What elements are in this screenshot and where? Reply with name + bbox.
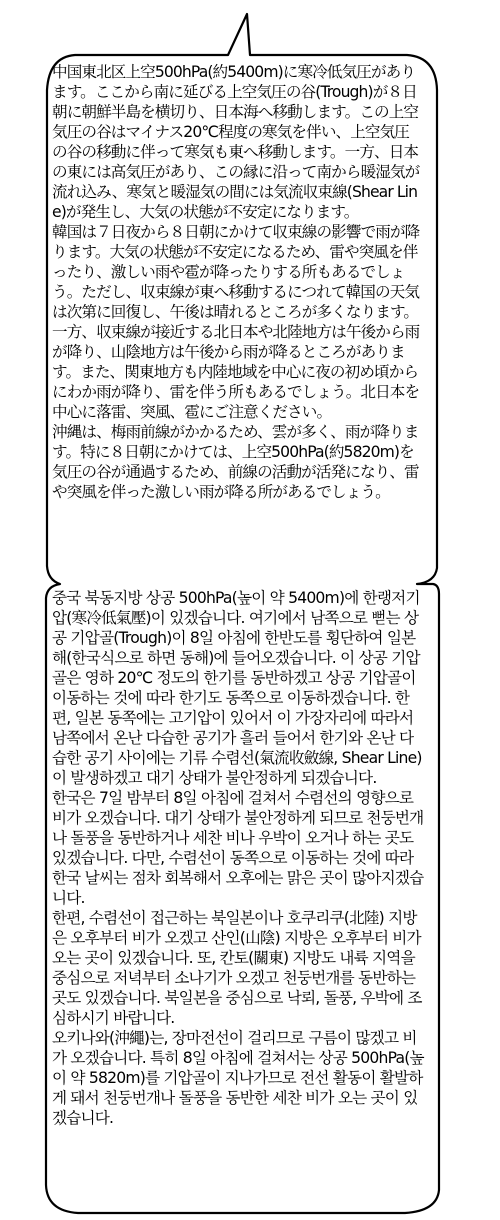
- korean-paragraph-4: 오키나와(沖繩)는, 장마전선이 걸리므로 구름이 많겠고 비가 오겠습니다. 특히 8일 아침에 걸쳐서는 상공 500hPa(높이 약 5820m)를 기압골이 지나가므로 전선 활동이 활발하게 돼서 천둥번개나 돌풍을 동반한 세찬 비가 오는 곳이 있겠습니다.: [52, 1029, 424, 1127]
- japanese-paragraph-2: 韓国は７日夜から８日朝にかけて収束線の影響で雨が降ります。大気の状態が不安定になるため、雷や突風を伴ったり、激しい雨や雹が降ったりする所もあるでしょう。ただし、収束線が東へ移動するにつれて韓国の天気は次第に回復し、午後は晴れるところが多くなります。: [52, 223, 420, 321]
- japanese-paragraph-1: 中国東北区上空500hPa(約5400m)に寒冷低気圧があります。ここから南に延びる上空気圧の谷(Trough)が８日朝に朝鮮半島を横切り、日本海へ移動します。この上空気圧の谷はマイナス20℃程度の寒気を伴い、上空気圧の谷の移動に伴って寒気も東へ移動します。一方、日本の東には高気圧があり、この縁に沿って南から暖湿気が流れ込み、寒気と暖湿気の間には気流収束線(Shear Line)が発生し、大気の状態が不安定になります。: [52, 63, 420, 221]
- korean-paragraph-1: 중국 북동지방 상공 500hPa(높이 약 5400m)에 한랭저기압(寒冷低氣壓)이 있겠습니다. 여기에서 남쪽으로 뻗는 상공 기압골(Trough)이 8일 아침에 한반도를 횡단하여 일본해(한국식으로 하면 동해)에 들어오겠습니다. 이 상공 기압골은 영하 20℃ 정도의 한기를 동반하겠고 상공 기압골이 이동하는 것에 따라 한기도 동쪽으로 이동하겠습니다. 한편, 일본 동쪽에는 고기압이 있어서 이 가장자리에 따라서 남쪽에서 온난 다습한 공기가 흘러 들어서 한기와 온난 다습한 공기 사이에는 기류 수렴선(氣流收斂線, Shear Line)이 발생하겠고 대기 상태가 불안정하게 되겠습니다.: [52, 589, 422, 787]
- japanese-paragraph-3: 一方、収束線が接近する北日本や北陸地方は午後から雨が降り、山陰地方は午後から雨が降るところがあります。また、関東地方も内陸地域を中心に夜の初め頃からにわか雨が降り、雷を伴う所もあるでしょう。北日本を中心に落雷、突風、雹にご注意ください。: [52, 323, 420, 421]
- korean-paragraph-2: 한국은 7일 밤부터 8일 아침에 걸쳐서 수렴선의 영향으로 비가 오겠습니다. 대기 상태가 불안정하게 되므로 천둥번개나 돌풍을 동반하거나 세찬 비나 우박이 오거나 하는 곳도 있겠습니다. 다만, 수렴선이 동쪽으로 이동하는 것에 따라 한국 날씨는 점차 회복해서 오후에는 맑은 곳이 많아지겠습니다.: [52, 789, 424, 907]
- korean-forecast-text: [52, 588, 424, 1128]
- korean-paragraph-3: 한편, 수렴선이 접근하는 북일본이나 호쿠리쿠(北陸) 지방은 오후부터 비가 오겠고 산인(山陰) 지방은 오후부터 비가 오는 곳이 있겠습니다. 또, 칸토(關東) 지방도 내륙 지역을 중심으로 저녁부터 소나기가 오겠고 천둥번개를 동반하는 곳도 있겠습니다. 북일본을 중심으로 낙뢰, 돌풍, 우박에 조심하시기 바랍니다.: [52, 909, 422, 1027]
- japanese-paragraph-4: 沖縄は、梅雨前線がかかるため、雲が多く、雨が降ります。特に８日朝にかけては、上空500hPa(約5820m)を気圧の谷が通過するため、前線の活動が活発になり、雷や突風を伴った激しい雨が降る所があるでしょう。: [52, 423, 419, 501]
- japanese-forecast-text: [52, 62, 420, 502]
